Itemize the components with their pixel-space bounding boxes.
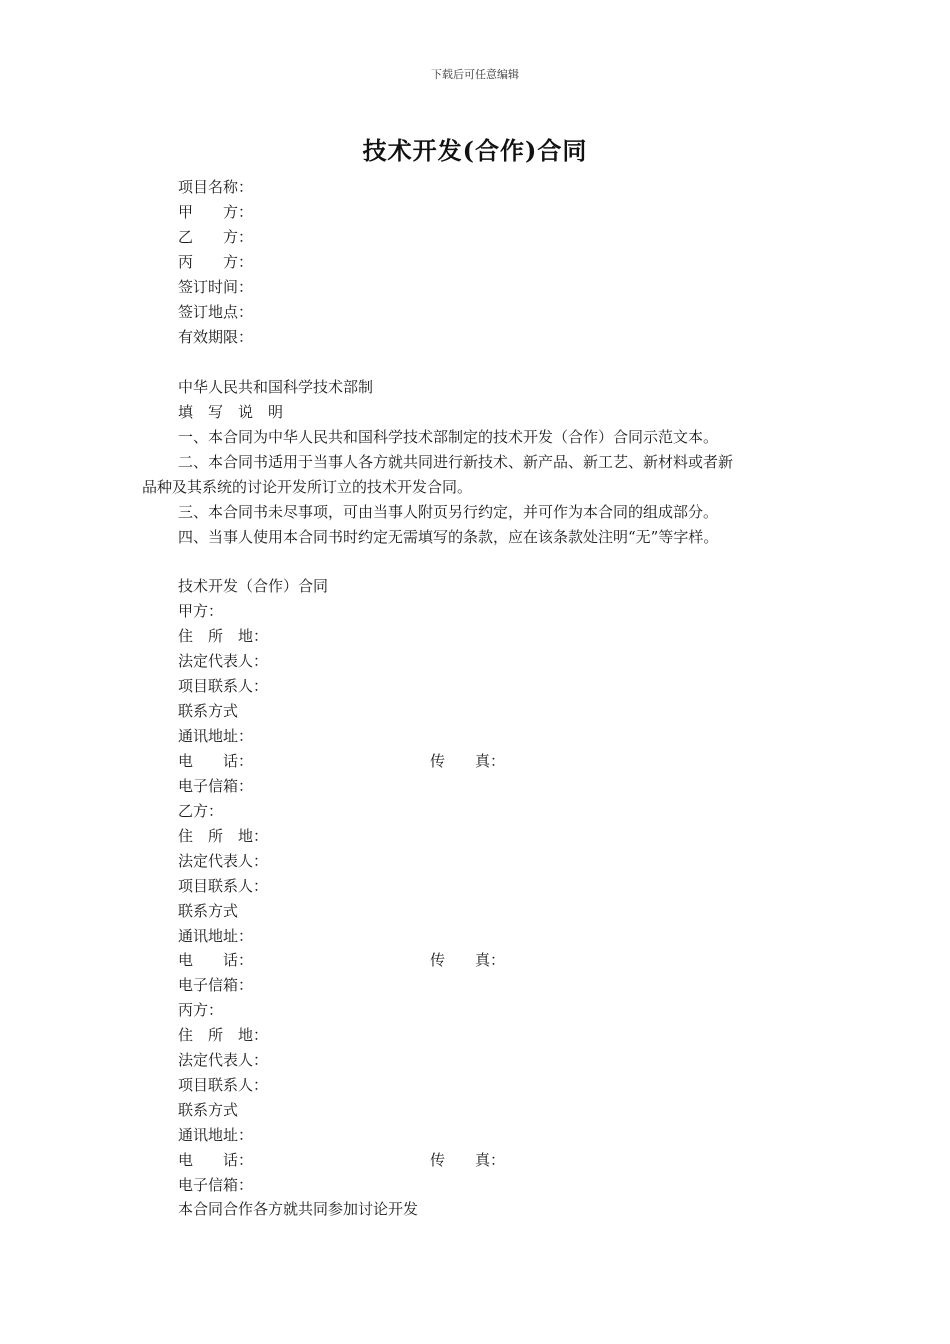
instruction-item-2-continued: 品种及其系统的讨论开发所订立的技术开发合同。 [142,478,473,496]
cover-field-sign-place: 签订地点： [178,303,254,321]
header-note: 下载后可任意编辑 [431,68,519,81]
party-a-address: 住 所 地： [178,627,269,645]
party-c-address: 住 所 地： [178,1026,269,1044]
party-b-address: 住 所 地： [178,827,269,845]
party-a-contact-person: 项目联系人： [178,677,269,695]
closing-line: 本合同合作各方就共同参加讨论开发 [178,1200,419,1218]
party-c-legal-rep: 法定代表人： [178,1051,269,1069]
instructions-heading: 填 写 说 明 [178,403,284,421]
cover-field-validity: 有效期限： [178,328,254,346]
party-b-mail-address: 通讯地址： [178,927,254,945]
party-c-fax: 传 真： [430,1151,506,1169]
cover-field-sign-date: 签订时间： [178,278,254,296]
party-c-phone: 电 话： [178,1151,254,1169]
cover-field-project-name: 项目名称： [178,178,254,196]
party-b-phone: 电 话： [178,951,254,969]
party-a-mail-address: 通讯地址： [178,727,254,745]
document-title: 技术开发(合作)合同 [362,136,588,165]
party-c-email: 电子信箱： [178,1176,254,1194]
party-a-email: 电子信箱： [178,777,254,795]
instruction-item-2: 二、本合同书适用于当事人各方就共同进行新技术、新产品、新工艺、新材料或者新 [178,453,734,471]
party-b-legal-rep: 法定代表人： [178,852,269,870]
instruction-item-3: 三、本合同书未尽事项，可由当事人附页另行约定，并可作为本合同的组成部分。 [178,503,719,521]
party-c-contact-method: 联系方式 [178,1101,239,1119]
cover-field-party-b: 乙 方： [178,228,254,246]
party-c-label: 丙方： [178,1001,224,1019]
party-a-label: 甲方： [178,602,224,620]
party-a-fax: 传 真： [430,752,506,770]
cover-field-party-a: 甲 方： [178,203,254,221]
party-b-fax: 传 真： [430,951,506,969]
party-a-contact-method: 联系方式 [178,702,239,720]
party-b-contact-method: 联系方式 [178,902,239,920]
party-b-email: 电子信箱： [178,976,254,994]
party-a-legal-rep: 法定代表人： [178,652,269,670]
instruction-item-1: 一、本合同为中华人民共和国科学技术部制定的技术开发（合作）合同示范文本。 [178,428,719,446]
party-c-mail-address: 通讯地址： [178,1126,254,1144]
party-c-contact-person: 项目联系人： [178,1076,269,1094]
party-b-label: 乙方： [178,802,224,820]
instruction-item-4: 四、当事人使用本合同书时约定无需填写的条款，应在该条款处注明“无”等字样。 [178,528,719,546]
party-a-phone: 电 话： [178,752,254,770]
party-b-contact-person: 项目联系人： [178,877,269,895]
cover-field-party-c: 丙 方： [178,253,254,271]
contract-heading: 技术开发（合作）合同 [178,577,329,595]
issuer-line: 中华人民共和国科学技术部制 [178,378,374,396]
